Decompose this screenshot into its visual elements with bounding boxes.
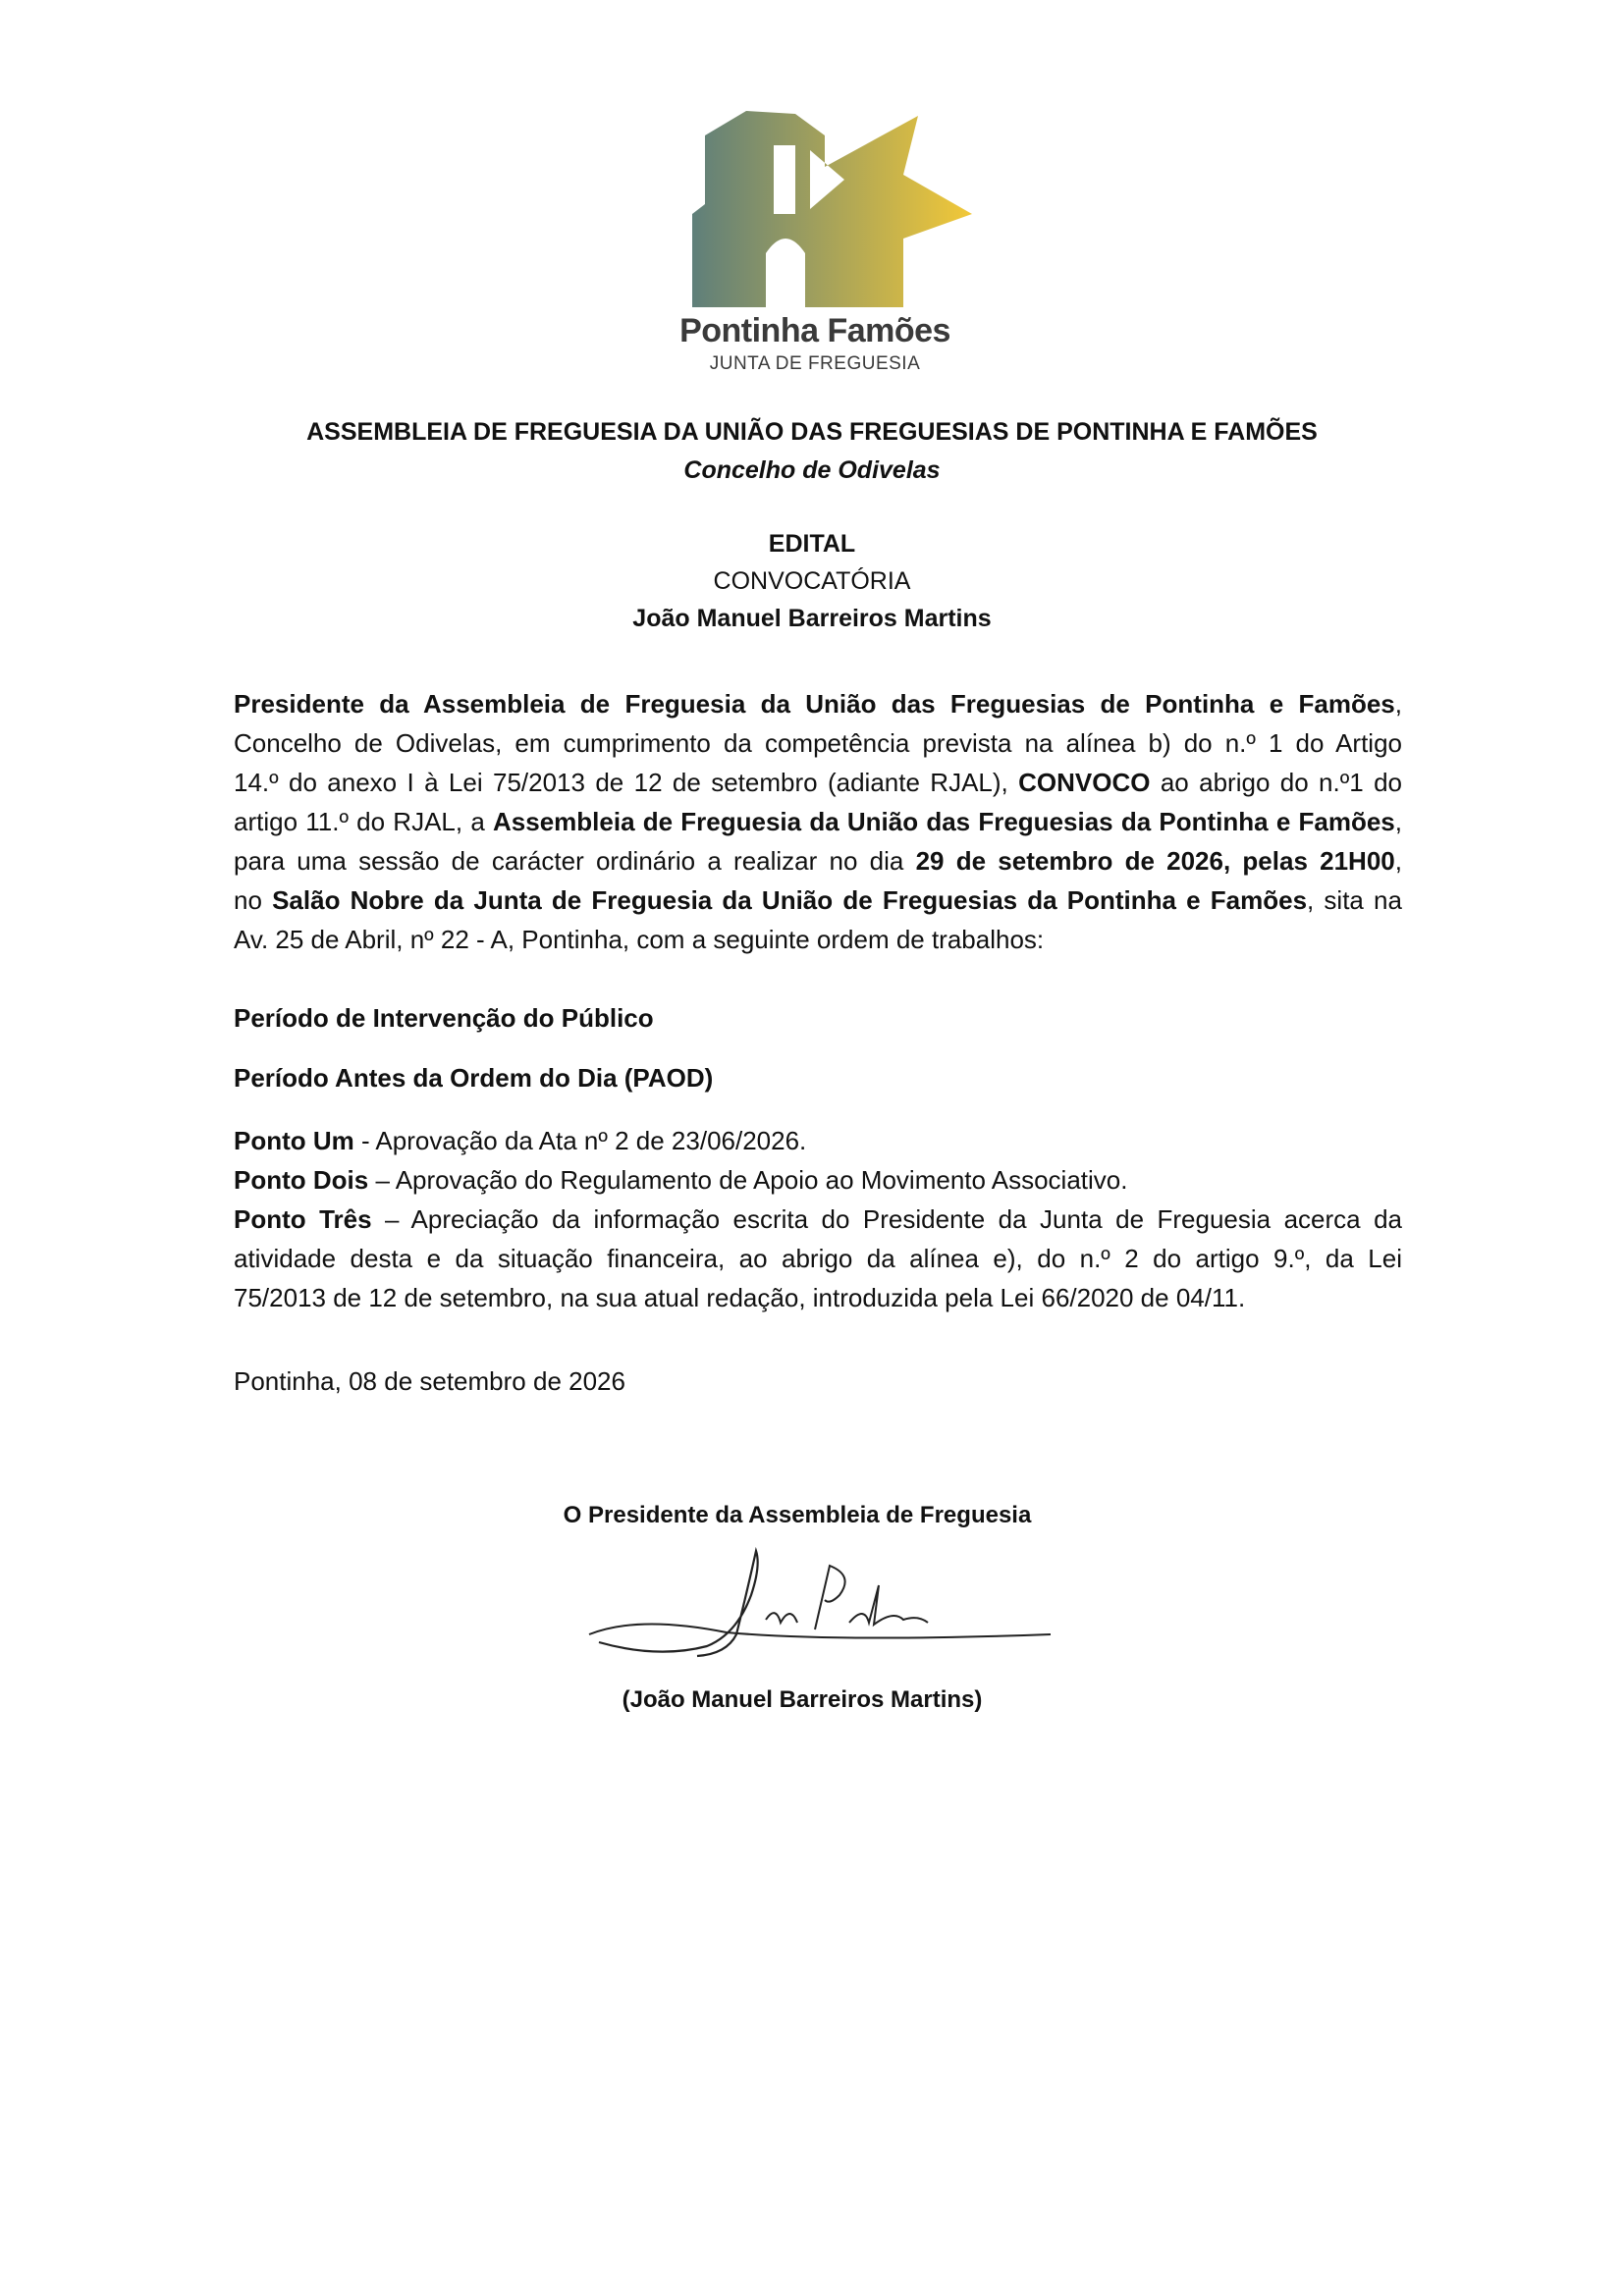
- logo: [668, 106, 982, 381]
- paragraph-line-4: artigo 11.º do RJAL, a Assembleia de Freguesia da União das Freguesias da Pontinha e Famões,: [234, 807, 1402, 836]
- point-two: Ponto Dois – Aprovação do Regulamento de Apoio ao Movimento Associativo.: [234, 1165, 1128, 1195]
- main-paragraph: [234, 684, 1402, 959]
- president-name: João Manuel Barreiros Martins: [632, 605, 992, 632]
- signatory-role: O Presidente da Assembleia de Freguesia: [563, 1502, 1032, 1528]
- document-subtitle: Concelho de Odivelas: [683, 456, 941, 484]
- period-public: Período de Intervenção do Público: [234, 1003, 654, 1033]
- point-three-line-3: 75/2013 de 12 de setembro, na sua atual redação, introduzida pela Lei 66/2020 de 04/11.: [234, 1283, 1246, 1312]
- paragraph-line-2: Concelho de Odivelas, em cumprimento da competência prevista na alínea b) do n.º 1 do Artigo: [234, 728, 1402, 758]
- date-line: Pontinha, 08 de setembro de 2026: [234, 1366, 625, 1396]
- handwritten-signature: [579, 1536, 1070, 1688]
- agenda-points: [234, 1121, 1402, 1317]
- point-one: Ponto Um - Aprovação da Ata nº 2 de 23/06/2026.: [234, 1126, 807, 1155]
- point-three-line-2: atividade desta e da situação financeira, ao abrigo da alínea e), do n.º 2 do artigo 9.º, da Lei: [234, 1244, 1402, 1273]
- logo-building-icon: [677, 106, 972, 312]
- paragraph-line-5: para uma sessão de carácter ordinário a realizar no dia 29 de setembro de 2026, pelas 21H00,: [234, 846, 1402, 876]
- point-three-line-1: Ponto Três – Apreciação da informação escrita do Presidente da Junta de Freguesia acerca da: [234, 1204, 1402, 1234]
- paragraph-line-6: no Salão Nobre da Junta de Freguesia da União de Freguesias da Pontinha e Famões, sita na: [234, 885, 1402, 915]
- signatory-name: (João Manuel Barreiros Martins): [622, 1686, 983, 1713]
- document-title: ASSEMBLEIA DE FREGUESIA DA UNIÃO DAS FREGUESIAS DE PONTINHA E FAMÕES: [306, 418, 1318, 446]
- paragraph-line-1: Presidente da Assembleia de Freguesia da União das Freguesias de Pontinha e Famões,: [234, 689, 1402, 719]
- logo-subtitle: JUNTA DE FREGUESIA: [709, 353, 921, 374]
- logo-name: Pontinha Famões: [679, 312, 950, 349]
- convocatoria-heading: CONVOCATÓRIA: [713, 567, 911, 595]
- paragraph-line-3: 14.º do anexo I à Lei 75/2013 de 12 de setembro (adiante RJAL), CONVOCO ao abrigo do n.º1 do: [234, 768, 1402, 797]
- period-paod: Período Antes da Ordem do Dia (PAOD): [234, 1063, 714, 1093]
- paragraph-line-7: Av. 25 de Abril, nº 22 - A, Pontinha, com a seguinte ordem de trabalhos:: [234, 925, 1045, 954]
- edital-heading: EDITAL: [768, 530, 856, 558]
